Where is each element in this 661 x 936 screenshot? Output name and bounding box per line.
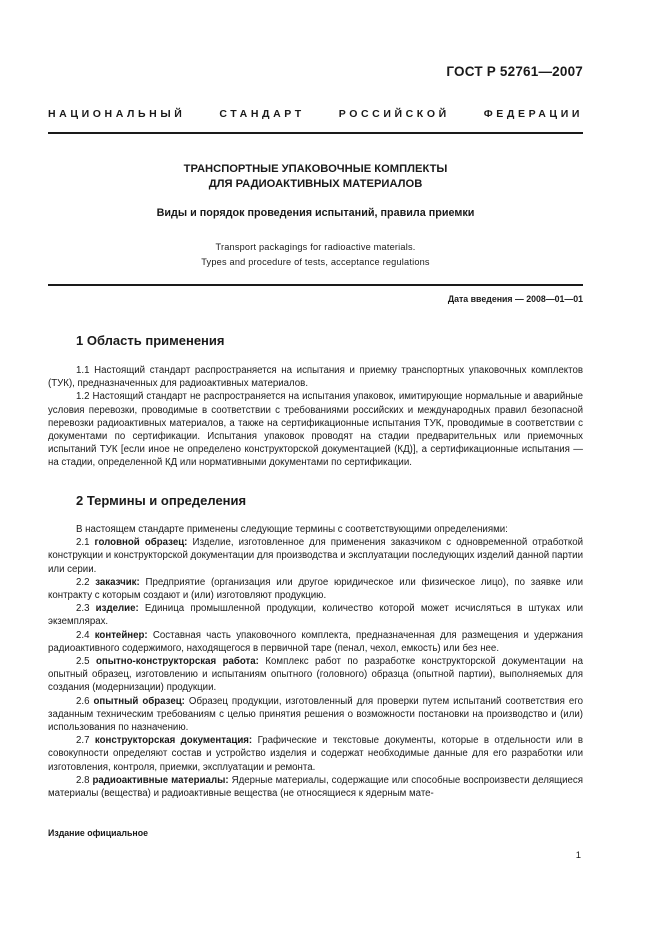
term-2-2 — [48, 576, 583, 602]
term-number: 2.5 — [76, 656, 90, 668]
term-name: опытный образец: — [93, 695, 185, 707]
page-number: 1 — [575, 850, 581, 861]
banner-word: СТАНДАРТ — [219, 108, 305, 120]
english-title-line-2: Types and procedure of tests, acceptance regulations — [201, 257, 430, 267]
term-name: конструкторская документация: — [94, 735, 253, 747]
title-line-1: ТРАНСПОРТНЫЕ УПАКОВОЧНЫЕ КОМПЛЕКТЫ — [183, 163, 448, 175]
term-number: 2.3 — [76, 603, 90, 615]
term-definition: Ядерные материалы, содержащие или способные воспроизвести делящиеся материалы (вещества) и радиоактивные вещества (не относящиеся к ядерным мате- — [48, 774, 583, 800]
term-definition: Изделие, изготовленное для применения заказчиком с одновременной отработкой конструкции и конструкторской документации для производства и эксплуатации последующих изделий данной партии или серии. — [48, 537, 583, 575]
banner-word: НАЦИОНАЛЬНЫЙ — [48, 108, 186, 120]
term-name: опытно-конструкторская работа: — [95, 656, 259, 668]
paragraph-1-1: 1.1 Настоящий стандарт распространяется на испытания и приемку транспортных упаковочных комплектов (ТУК), предназначенных для радиоактивных материалов. — [48, 365, 583, 390]
document-title — [48, 162, 583, 192]
term-name: головной образец: — [94, 537, 188, 549]
paragraph-1-2: 1.2 Настоящий стандарт не распространяется на испытания упаковок, имитирующие нормальные и аварийные условия перевозки, проводимые в соответствии с требованиями российских и международных правил безопасной перевозки радиоактивных материалов, а также на сертификационные испытания ТУК, проводимые в соответствии с документами по сертификации. Испытания упаковок проводят на стадии предварительных или приемочных испытаний ТУК [если иное не определено конструкторской документацией (КД)], а сертификационные испытания — на стадии, определенной КД или нормативными документами по сертификации. — [48, 391, 583, 469]
term-number: 2.1 — [76, 537, 90, 549]
edition-note: Издание официальное — [48, 828, 148, 838]
term-2-5 — [48, 655, 583, 695]
title-line-2: ДЛЯ РАДИОАКТИВНЫХ МАТЕРИАЛОВ — [208, 178, 423, 190]
term-name: радиоактивные материалы: — [92, 774, 229, 786]
term-number: 2.8 — [76, 774, 90, 786]
section-1-heading: 1 Область применения — [76, 333, 225, 348]
section-2-heading: 2 Термины и определения — [76, 493, 247, 508]
term-definition: Комплекс работ по разработке конструкторской документации на опытный образец, изготовлению и испытаниям опытного (головного) образца (опытной партии), выполняемых для создания (модернизации) продукции. — [48, 656, 583, 694]
term-number: 2.4 — [76, 629, 90, 641]
term-number: 2.2 — [76, 576, 90, 588]
top-divider — [48, 132, 583, 134]
term-number: 2.7 — [76, 735, 90, 747]
term-name: изделие: — [95, 603, 139, 615]
section-2-body — [48, 523, 583, 800]
term-2-8 — [48, 774, 583, 800]
term-definition: Образец продукции, изготовленный для проверки путем испытаний соответствия его заданным техническим требованиям с целью принятия решения о возможности постановки на производство и (или) использования по назначению. — [48, 695, 583, 734]
term-number: 2.6 — [76, 695, 90, 707]
term-name: заказчик: — [95, 576, 140, 588]
effective-date: Дата введения — 2008—01—01 — [447, 294, 583, 304]
english-title-line-1: Transport packagings for radioactive materials. — [215, 242, 416, 252]
term-definition: Графические и текстовые документы, которые в отдельности или в совокупности определяют состав и устройство изделия и содержат необходимые данные для его разработки или изготовления, контроля, приемки, эксплуатации и ремонта. — [48, 735, 583, 773]
banner-word: РОССИЙСКОЙ — [338, 108, 450, 120]
term-2-1 — [48, 536, 583, 576]
term-definition: Единица промышленной продукции, количество которой может исчисляться в штуках или экземплярах. — [48, 603, 583, 628]
national-standard-banner — [48, 108, 583, 120]
english-title — [48, 240, 583, 270]
section-2-intro: В настоящем стандарте применены следующие термины с соответствующими определениями: — [76, 524, 508, 535]
term-2-4 — [48, 629, 583, 655]
standard-code: ГОСТ Р 52761—2007 — [446, 64, 583, 79]
banner-word: ФЕДЕРАЦИИ — [483, 108, 583, 120]
term-definition: Составная часть упаковочного комплекта, предназначенная для размещения и удержания радиоактивного содержимого, находящегося в первичной таре (пенал, чехол, емкость) или без нее. — [48, 629, 583, 654]
term-2-7 — [48, 734, 583, 774]
term-2-3 — [48, 602, 583, 628]
section-1-body — [48, 364, 583, 470]
title-divider — [48, 284, 583, 286]
term-definition: Предприятие (организация или другое юридическое или физическое лицо), по заявке или контракту с которым создают и (или) изготовляют продукцию. — [48, 576, 583, 602]
document-subtitle: Виды и порядок проведения испытаний, правила приемки — [156, 207, 475, 219]
term-name: контейнер: — [94, 629, 148, 641]
term-2-6 — [48, 695, 583, 735]
